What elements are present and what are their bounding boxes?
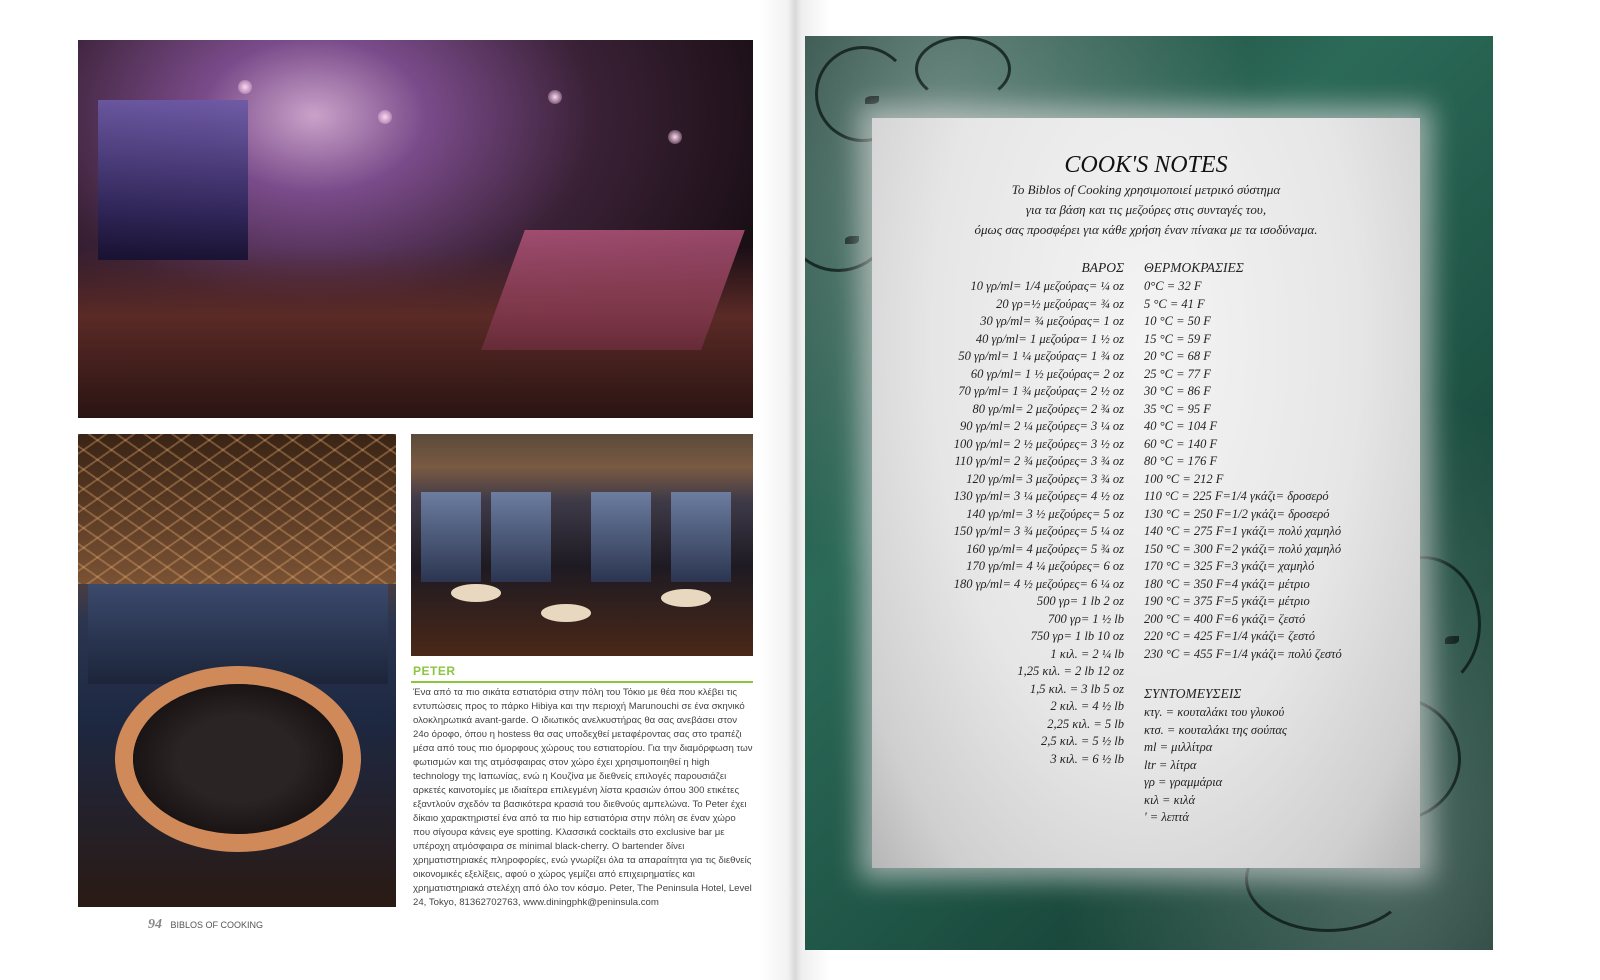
left-page — [0, 0, 790, 980]
weight-conversion-row: 110 γρ/ml= 2 ¾ μεζούρες= 3 ¾ oz — [954, 454, 1124, 468]
weight-conversion-row: 1 κιλ. = 2 ¼ lb — [1050, 646, 1124, 661]
weight-conversion-row: 20 γρ=½ μεζούρας= ¾ oz — [996, 296, 1124, 311]
abbreviations-column — [1144, 686, 1414, 827]
dining-table — [661, 589, 711, 607]
weight-conversion-row: 1,5 κιλ. = 3 lb 5 oz — [1029, 681, 1124, 696]
page-number: 94 — [148, 917, 162, 932]
temperature-conversion-row: 0°C = 32 F — [1144, 279, 1202, 293]
abbreviation-row: κτσ. = κουταλάκι της σούπας — [1144, 722, 1287, 737]
weights-heading: ΒΑΡΟΣ — [1081, 260, 1124, 275]
weight-conversion-row: 100 γρ/ml= 2 ½ μεζούρες= 3 ½ oz — [953, 436, 1124, 451]
weight-conversion-row: 2,5 κιλ. = 5 ½ lb — [1040, 734, 1124, 748]
temperature-conversion-row: 30 °C = 86 F — [1144, 384, 1211, 398]
weight-conversion-row: 120 γρ/ml= 3 μεζούρες= 3 ¾ oz — [966, 471, 1124, 486]
temperature-conversion-row: 190 °C = 375 F=5 γκάζι= μέτριο — [1144, 594, 1310, 608]
swirl-ornament — [915, 36, 1011, 102]
temperature-conversion-row: 220 °C = 425 F=1/4 γκάζι= ζεστό — [1144, 629, 1315, 643]
temperature-conversion-row: 170 °C = 325 F=3 γκάζι= χαμηλό — [1144, 559, 1315, 573]
temperature-conversion-row: 10 °C = 50 F — [1144, 314, 1211, 328]
weight-conversion-row: 500 γρ= 1 lb 2 oz — [1036, 594, 1124, 608]
ceiling-light — [548, 90, 562, 104]
weight-conversion-row: 170 γρ/ml= 4 ¼ μεζούρες= 6 oz — [966, 559, 1124, 573]
temperature-conversion-row: 110 °C = 225 F=1/4 γκάζι= δροσερό — [1144, 489, 1329, 503]
weight-conversion-row: 3 κιλ. = 6 ½ lb — [1050, 751, 1124, 766]
dining-table — [451, 584, 501, 602]
weight-conversion-row: 2 κιλ. = 4 ½ lb — [1050, 699, 1124, 713]
weight-conversion-row: 90 γρ/ml= 2 ¼ μεζούρες= 3 ¼ oz — [959, 419, 1124, 433]
temperature-conversion-row: 20 °C = 68 F — [1144, 349, 1211, 363]
night-city-view — [88, 584, 388, 684]
leaf-ornament — [865, 96, 879, 104]
temperature-conversion-row: 200 °C = 400 F=6 γκάζι= ζεστό — [1144, 611, 1306, 626]
cooks-notes-intro — [892, 180, 1400, 240]
temperatures-list — [1144, 278, 1414, 663]
cooks-notes-panel — [872, 118, 1420, 868]
ceiling-net — [78, 434, 396, 584]
leaf-ornament — [1445, 636, 1459, 644]
temperature-conversion-row: 150 °C = 300 F=2 γκάζι= πολύ χαμηλό — [1144, 541, 1342, 556]
temperature-conversion-row: 230 °C = 455 F=1/4 γκάζι= πολύ ζεστό — [1144, 646, 1342, 661]
weight-conversion-row: 140 γρ/ml= 3 ½ μεζούρες= 5 oz — [966, 506, 1124, 521]
weight-conversion-row: 2,25 κιλ. = 5 lb — [1047, 716, 1124, 731]
ceiling-light — [238, 80, 252, 94]
city-window — [98, 100, 248, 260]
temperature-conversion-row: 15 °C = 59 F — [1144, 331, 1211, 346]
leaf-ornament — [845, 236, 859, 244]
abbreviation-row: κτγ. = κουταλάκι του γλυκού — [1144, 705, 1285, 719]
dining-table — [541, 604, 591, 622]
temperature-conversion-row: 80 °C = 176 F — [1144, 454, 1218, 468]
cooks-notes-title: COOK'S NOTES — [1064, 152, 1228, 178]
abbreviations-heading: ΣΥΝΤΟΜΕΥΣΕΙΣ — [1144, 686, 1242, 701]
weight-conversion-row: 160 γρ/ml= 4 μεζούρες= 5 ¾ oz — [966, 541, 1124, 556]
weight-conversion-row: 60 γρ/ml= 1 ½ μεζούρας= 2 oz — [970, 366, 1124, 381]
intro-line: για τα βάση και τις μεζούρες στις συνταγές του, — [1025, 202, 1267, 217]
temperature-conversion-row: 180 °C = 350 F=4 γκάζι= μέτριο — [1144, 576, 1310, 591]
abbreviation-row: ltr = λίτρα — [1144, 757, 1197, 772]
publication-name: BIBLOS OF COOKING — [170, 920, 264, 930]
caption-divider — [411, 681, 753, 683]
temperature-conversion-row: 60 °C = 140 F — [1144, 436, 1218, 451]
page-folio — [148, 917, 263, 933]
caption-title: PETER — [413, 664, 456, 678]
window-pane — [421, 492, 481, 582]
window-pane — [671, 492, 731, 582]
weight-conversion-row: 50 γρ/ml= 1 ¼ μεζούρας= 1 ¾ oz — [958, 349, 1124, 363]
private-dining-photo — [78, 434, 396, 907]
weight-conversion-row: 180 γρ/ml= 4 ½ μεζούρες= 6 ¼ oz — [953, 576, 1124, 591]
ceiling-light — [668, 130, 682, 144]
temperatures-column — [1144, 260, 1414, 663]
temperature-conversion-row: 35 °C = 95 F — [1144, 401, 1211, 416]
right-page — [805, 36, 1493, 950]
abbreviations-list — [1144, 704, 1414, 827]
temperature-conversion-row: 5 °C = 41 F — [1144, 296, 1205, 311]
intro-line: όμως σας προσφέρει για κάθε χρήση έναν πίνακα με τα ισοδύναμα. — [974, 222, 1318, 237]
temperature-conversion-row: 40 °C = 104 F — [1144, 419, 1218, 433]
abbreviation-row: κιλ = κιλά — [1144, 792, 1196, 807]
weight-conversion-row: 750 γρ= 1 lb 10 oz — [1030, 629, 1124, 643]
weight-conversion-row: 700 γρ= 1 ½ lb — [1048, 611, 1124, 626]
window-pane — [491, 492, 551, 582]
weights-list — [892, 278, 1124, 768]
window-pane — [591, 492, 651, 582]
caption-body: Ένα από τα πιο σικάτα εστιατόρια στην πόλη του Τόκιο με θέα που κλέβει τις εντυπώσεις προς το πάρκο Hibiya και την περιοχή Marunouchi σε ένα σκηνικό ολοκληρωτικά avant-garde. Ο ιδιωτικός ανελκυστήρας θα σας ανεβάσει στον 24ο όροφο, όπου η hostess θα σας υποδεχθεί μεταφέροντας σας στο τραπέζι μέσα από τους πιο όμορφους χώρους του εστιατορίου. Για την διαμόρφωση των φωτισμών και της ατμόσφαιρας στον χώρο έχει χρησιμοποιηθεί η high technology της Ιαπωνίας, ενώ η Κουζίνα με διεθνείς επιλογές παρουσιάζει αρκετές καινοτομίες με ιδιαίτερα επιλεγμένη λίστα κρασιών όπου 300 ετικέτες εξαντλούν σχεδόν τα βασικότερα κρασιά του διεθνούς αμπελώνα. Το Peter έχει δίκαιο χαρακτηριστεί ένα από τα πιο hip εστιατόρια στην πόλη σε έναν χώρο που σίγουρα κάνεις eye spotting. Κλασσικά cocktails στο exclusive bar με υπέροχη ατμόσφαιρα σε minimal black-cherry. Ο bartender δίνει χρηματιστηριακές πληροφορίες, ενώ γνωρίζει όλα τα απαραίτητα για τις διεθνείς οικονομικές εξελίξεις, αφού ο χώρος γεμίζει από επιχειρηματίες και χρηματιστηριακά στελέχη από όλο τον κόσμο. Peter, The Peninsula Hotel, Level 24, Tokyo, 81362702763, www.diningphk@peninsula.com — [413, 687, 753, 908]
weight-conversion-row: 80 γρ/ml= 2 μεζούρες= 2 ¾ oz — [972, 401, 1124, 416]
abbreviation-row: ml = μιλλίτρα — [1144, 740, 1213, 754]
intro-line: Το Biblos of Cooking χρησιμοποιεί μετρικό σύστημα — [1011, 182, 1281, 197]
temperature-conversion-row: 130 °C = 250 F=1/2 γκάζι= δροσερό — [1144, 506, 1330, 521]
weight-conversion-row: 40 γρ/ml= 1 μεζούρα= 1 ½ oz — [975, 331, 1124, 346]
bar-interior-photo — [78, 40, 753, 418]
weight-conversion-row: 150 γρ/ml= 3 ¾ μεζούρες= 5 ¼ oz — [953, 524, 1124, 538]
weight-conversion-row: 130 γρ/ml= 3 ¼ μεζούρες= 4 ½ oz — [953, 489, 1124, 503]
weights-column — [892, 260, 1124, 768]
round-table — [133, 684, 343, 834]
weight-conversion-row: 1,25 κιλ. = 2 lb 12 oz — [1017, 664, 1124, 678]
temperature-conversion-row: 25 °C = 77 F — [1144, 366, 1211, 381]
weight-conversion-row: 70 γρ/ml= 1 ¾ μεζούρας= 2 ½ oz — [958, 384, 1124, 398]
temperature-conversion-row: 140 °C = 275 F=1 γκάζι= πολύ χαμηλό — [1144, 524, 1342, 538]
ceiling-light — [378, 110, 392, 124]
dining-room-photo — [411, 434, 753, 656]
abbreviation-row: γρ = γραμμάρια — [1144, 775, 1223, 789]
abbreviation-row: ' = λεπτά — [1144, 810, 1189, 824]
weight-conversion-row: 30 γρ/ml= ¾ μεζούρας= 1 oz — [980, 314, 1124, 328]
weight-conversion-row: 10 γρ/ml= 1/4 μεζούρας= ¼ oz — [970, 279, 1124, 293]
temperatures-heading: ΘΕΡΜΟΚΡΑΣΙΕΣ — [1144, 260, 1244, 275]
bar-counter — [481, 230, 745, 350]
temperature-conversion-row: 100 °C = 212 F — [1144, 471, 1224, 486]
